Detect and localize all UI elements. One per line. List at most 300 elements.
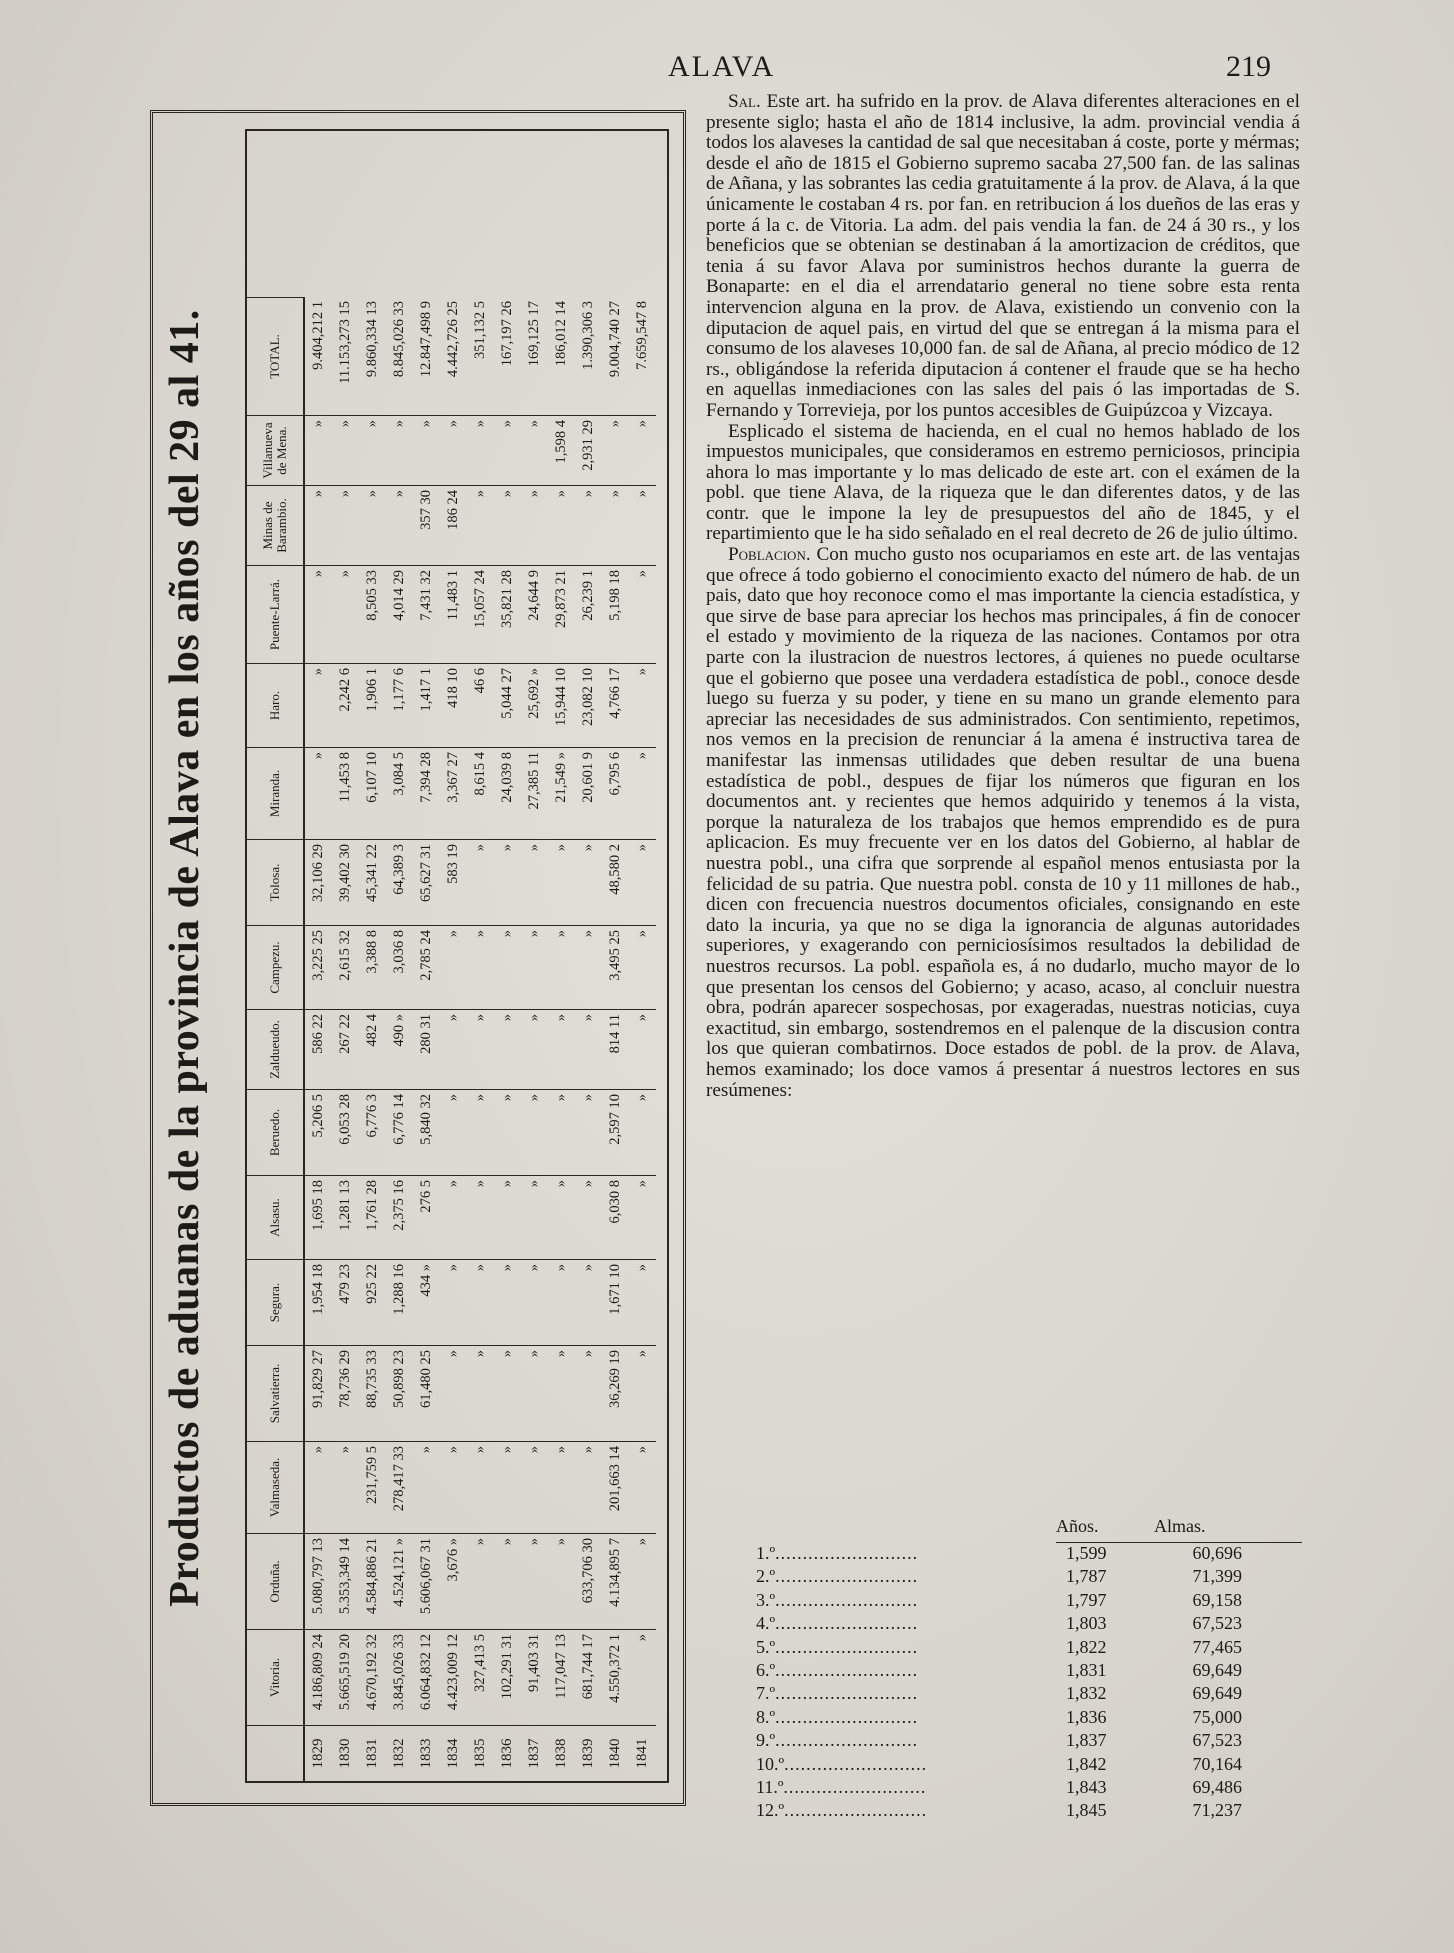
table-cell: 11,453 8 [332,747,359,839]
table-cell: 586 22 [305,1009,332,1089]
table-cell: 91,829 27 [305,1345,332,1441]
table-header-cell: TOTAL. [247,297,305,415]
table-cell: 25,692 » [521,663,548,747]
table-cell: » [494,1009,521,1089]
table-cell: 4.550,372 1 [602,1629,629,1725]
leader-dots: .......................... [775,1659,919,1680]
table-cell: 7,431 32 [413,565,440,663]
leader-dots: .......................... [783,1776,927,1797]
table-cell: 1,177 6 [386,663,413,747]
table-row-year: 1829 [305,1725,332,1781]
table-cell: 276 5 [413,1175,440,1259]
table-cell: 186,012 14 [553,301,569,367]
table-cell: » [467,1089,494,1175]
population-row [756,1613,1302,1636]
population-year: 1,822 [1066,1636,1107,1657]
table-cell: 2,375 16 [386,1175,413,1259]
table-cell: 5.080,797 13 [305,1533,332,1629]
table-cell: » [305,415,332,485]
table-cell: 4.524,121 » [386,1533,413,1629]
table-cell: » [413,1441,440,1533]
population-table-header [1056,1512,1302,1543]
table-cell: 5,198 18 [602,565,629,663]
population-souls: 75,000 [1192,1706,1242,1727]
population-year: 1,836 [1066,1706,1107,1727]
population-year: 1,797 [1066,1589,1107,1610]
table-cell: » [494,1345,521,1441]
population-ordinal-text: 6.º [756,1659,776,1680]
leader-dots: .......................... [784,1753,928,1774]
leader-dots: .......................... [775,1636,919,1657]
running-head [0,50,1454,90]
table-cell: 9.004,740 27 [607,301,623,378]
table-cell: » [521,839,548,925]
population-year: 1,837 [1066,1730,1107,1751]
population-row [756,1637,1302,1660]
table-cell: 6,795 6 [602,747,629,839]
table-cell: » [440,1345,467,1441]
table-cell: 12.847,498 9 [418,301,434,378]
population-ordinal-text: 1.º [756,1543,776,1563]
table-cell: 5.665,519 20 [332,1629,359,1725]
table-cell: 7,394 28 [413,747,440,839]
table-row-year: 1840 [602,1725,629,1781]
table-cell: » [521,1089,548,1175]
table-header-cell: Vitoria. [247,1629,305,1725]
table-cell: 1,417 1 [413,663,440,747]
leader-dots: .......................... [775,1706,919,1727]
table-header-cell: Segura. [247,1259,305,1345]
population-souls: 67,523 [1192,1613,1242,1634]
table-cell: » [629,415,656,485]
population-ordinal-text: 8.º [756,1706,776,1727]
table-cell: » [602,485,629,565]
sal-paragraph [706,92,1300,422]
table-cell: 4,014 29 [386,565,413,663]
table-cell: 9.860,334 13 [364,301,380,378]
population-row [756,1800,1302,1823]
table-header-cell: Campezu. [247,925,305,1009]
population-year: 1,843 [1066,1776,1107,1797]
population-year: 1,831 [1066,1659,1107,1680]
table-cell: » [629,1259,656,1345]
population-souls: 67,523 [1192,1730,1242,1751]
table-cell: » [548,1345,575,1441]
table-cell: 1,598 4 [548,415,575,485]
population-ordinal [756,1590,1056,1611]
poblacion-paragraph [706,545,1300,1101]
table-cell: 633,706 30 [575,1533,602,1629]
population-ordinal-text: 12.º [756,1800,785,1821]
leader-dots: .......................... [775,1613,919,1634]
table-header-cell [247,1725,305,1781]
table-cell: 24,039 8 [494,747,521,839]
population-ordinal [756,1800,1056,1821]
table-cell: 3,676 » [440,1533,467,1629]
population-ordinal-text: 2.º [756,1566,776,1587]
table-cell: » [467,1441,494,1533]
leader-dots: .......................... [775,1730,919,1751]
table-cell: 3,367 27 [440,747,467,839]
table-cell: 65,627 31 [413,839,440,925]
table-cell: 4.442,726 25 [445,301,461,378]
population-table [756,1512,1302,1824]
table-cell: 23,082 10 [575,663,602,747]
population-row [756,1590,1302,1613]
table-header-cell: Alsasu. [247,1175,305,1259]
table-cell: 2,597 10 [602,1089,629,1175]
table-cell: » [494,1533,521,1629]
table-cell: 267 22 [332,1009,359,1089]
table-cell: 4.423,009 12 [440,1629,467,1725]
table-cell: » [467,1259,494,1345]
table-cell: 925 22 [359,1259,386,1345]
table-cell: 3,495 25 [602,925,629,1009]
table-cell: 418 10 [440,663,467,747]
table-cell: » [305,565,332,663]
leader-dots: .......................... [775,1543,919,1563]
table-cell: » [629,1629,656,1725]
population-ordinal [756,1660,1056,1681]
population-souls: 69,486 [1192,1776,1242,1797]
table-cell: 7.659,547 8 [634,301,650,370]
table-cell: » [629,663,656,747]
leader-dots: .......................... [775,1683,919,1704]
table-cell: 167,197 26 [499,301,515,367]
table-cell: » [467,925,494,1009]
table-cell: » [521,1175,548,1259]
table-title: Productos de aduanas de la provincia de Alava en los años del 29 al 41. [162,309,208,1607]
table-cell: 8,505 33 [359,565,386,663]
table-cell: 5.353,349 14 [332,1533,359,1629]
table-cell: 8,615 4 [467,747,494,839]
table-cell: 2,242 6 [332,663,359,747]
population-ordinal [756,1707,1056,1728]
population-row [756,1683,1302,1706]
sal-text: Este art. ha sufrido en la prov. de Alava diferentes alteraciones en el presente siglo; hasta el año de 1814 inclusive, la adm. provincial vendia á todos los alaveses la cantidad de sal que necesitaban á coste, porte y mérmas; desde el año de 1815 el Gobierno supremo sacaba 27,500 fan. de las salinas de Añana, y las sobrantes las cedia gratuitamente á la prov. de Alava, á la que únicamente le costaban 4 rs. por fan. en retribucion á los dueños de las eras y porte á la c. de Vitoria. La adm. del pais vendia la fan. de 24 á 30 rs., y los beneficios que se obtenian se destinaban á la amortizacion de créditos, que tenia á su favor Alava por suministros hechos durante la guerra de Bonaparte: en el dia el arrendatario general no tiene sobre esta renta intervencion alguna en la prov. de Alava, existiendo un convenio con la diputacion de aquel pais, en virtud del que se entregan á la misma para el consumo de los alaveses 10,000 fan. de sal de Añana, al precio módico de 12 rs., obligándose la referida diputacion á contener el fraude que se ha hecho en aquellas inmediaciones con las sales del pais ó las importadas de S. Fernando y Torrevieja, por los puntos accesibles de Guipúzcoa y Vizcaya. [706,91,1300,421]
table-cell: 1,671 10 [602,1259,629,1345]
table-cell: » [305,663,332,747]
table-cell: » [575,1009,602,1089]
table-cell: 3,388 8 [359,925,386,1009]
table-cell: 4.186,809 24 [305,1629,332,1725]
population-ordinal [756,1730,1056,1751]
table-cell: 117,047 13 [548,1629,575,1725]
table-cell: » [521,1345,548,1441]
population-souls: 69,158 [1192,1589,1242,1610]
table-cell: » [629,1345,656,1441]
table-cell: » [467,839,494,925]
table-cell: 32,106 29 [305,839,332,925]
table-cell: 1,906 1 [359,663,386,747]
population-year: 1,842 [1066,1753,1107,1774]
table-cell: 327,413 5 [467,1629,494,1725]
table-cell: » [467,1533,494,1629]
table-cell: » [575,839,602,925]
table-header-cell: Salvatierra. [247,1345,305,1441]
table-cell: » [332,485,359,565]
table-cell: 1,288 16 [386,1259,413,1345]
population-souls: 70,164 [1192,1753,1242,1774]
table-cell: » [548,1175,575,1259]
table-cell: 1,695 18 [305,1175,332,1259]
table-cell: 583 19 [440,839,467,925]
population-ordinal-text: 5.º [756,1636,776,1657]
table-cell: » [440,1175,467,1259]
table-cell: 278,417 33 [386,1441,413,1533]
table-cell: » [467,1345,494,1441]
population-row [756,1754,1302,1777]
table-header-cell: Haro. [247,663,305,747]
customs-table-rotated [153,113,683,1803]
table-cell: » [494,415,521,485]
table-row-year: 1831 [359,1725,386,1781]
table-cell: » [575,1345,602,1441]
table-cell: 490 » [386,1009,413,1089]
table-row-year: 1836 [494,1725,521,1781]
table-header-cell: Valmaseda. [247,1441,305,1533]
table-cell: » [494,1175,521,1259]
table-cell: » [521,1009,548,1089]
table-cell: » [575,925,602,1009]
population-ordinal-text: 11.º [756,1776,784,1797]
table-cell: 1,281 13 [332,1175,359,1259]
table-cell: 1,761 28 [359,1175,386,1259]
table-row-year: 1834 [440,1725,467,1781]
table-cell: 6,776 3 [359,1089,386,1175]
table-cell: » [548,925,575,1009]
table-header-cell: Orduña. [247,1533,305,1629]
table-cell: » [629,1441,656,1533]
population-ordinal-text: 3.º [756,1589,776,1610]
table-cell: » [629,1009,656,1089]
population-ordinal [756,1683,1056,1704]
table-cell: » [467,1009,494,1089]
population-ordinal [756,1613,1056,1634]
text-column [706,92,1300,1101]
table-header-cell: Minas de Barambio. [247,485,305,565]
table-cell: 5.606,067 31 [413,1533,440,1629]
population-year: 1,832 [1066,1683,1107,1704]
table-cell: 5,044 27 [494,663,521,747]
table-cell: » [440,1441,467,1533]
table-cell: » [548,485,575,565]
table-cell: 3,225 25 [305,925,332,1009]
population-year: 1,787 [1066,1566,1107,1587]
table-cell: 64,389 3 [386,839,413,925]
table-cell: » [521,1441,548,1533]
population-ordinal [756,1777,1056,1798]
population-souls: 69,649 [1192,1659,1242,1680]
table-cell: » [305,747,332,839]
table-cell: 6,053 28 [332,1089,359,1175]
table-cell: » [521,925,548,1009]
table-cell: 78,736 29 [332,1345,359,1441]
table-header-cell: Beruedo. [247,1089,305,1175]
table-cell: 681,744 17 [575,1629,602,1725]
table-cell: » [575,1089,602,1175]
table-cell: » [629,1089,656,1175]
table-cell: » [332,415,359,485]
table-cell: 4.670,192 32 [359,1629,386,1725]
table-cell: 814 11 [602,1009,629,1089]
table-cell: » [521,485,548,565]
table-cell: » [359,485,386,565]
table-cell: 4.584,886 21 [359,1533,386,1629]
population-row [756,1777,1302,1800]
table-row-year: 1839 [575,1725,602,1781]
table-cell: 6,776 14 [386,1089,413,1175]
table-cell: 8.845,026 33 [391,301,407,378]
table-cell: 6,030 8 [602,1175,629,1259]
table-cell: » [467,1175,494,1259]
population-ordinal [756,1566,1056,1587]
table-row-year: 1832 [386,1725,413,1781]
table-row-year: 1835 [467,1725,494,1781]
table-row-year: 1830 [332,1725,359,1781]
table-cell: 50,898 23 [386,1345,413,1441]
population-ordinal [756,1543,1056,1564]
table-cell: » [494,839,521,925]
table-cell: » [602,415,629,485]
table-cell: » [548,1441,575,1533]
table-cell: 102,291 31 [494,1629,521,1725]
poblacion-label: Poblacion. [728,544,811,566]
table-cell: 20,601 9 [575,747,602,839]
table-cell: 88,735 33 [359,1345,386,1441]
table-cell: » [386,485,413,565]
sal-label: Sal. [728,91,761,112]
table-cell: » [548,1533,575,1629]
table-cell: 21,549 » [548,747,575,839]
table-cell: » [305,1441,332,1533]
table-cell: 2,785 24 [413,925,440,1009]
population-row [756,1543,1302,1566]
table-header-cell: Villanueva de Mena. [247,415,305,485]
table-cell: » [548,1009,575,1089]
table-cell: » [494,1441,521,1533]
running-head-title: ALAVA [668,50,776,83]
table-cell: » [629,1533,656,1629]
table-cell: » [494,1259,521,1345]
table-header-cell: Puente-Larrá. [247,565,305,663]
population-ordinal-text: 9.º [756,1730,776,1751]
population-ordinal-text: 10.º [756,1753,785,1774]
table-cell: 231,759 5 [359,1441,386,1533]
table-cell: » [521,1259,548,1345]
table-cell: » [332,1441,359,1533]
customs-table [245,129,669,1783]
table-cell: 4.134,895 7 [602,1533,629,1629]
table-cell: 29,873 21 [548,565,575,663]
table-cell: 6,107 10 [359,747,386,839]
population-ordinal [756,1754,1056,1775]
table-row-year: 1841 [629,1725,656,1781]
population-souls: 71,399 [1192,1566,1242,1587]
table-cell: 15,944 10 [548,663,575,747]
leader-dots: .......................... [775,1566,919,1587]
table-cell: » [332,565,359,663]
population-row [756,1566,1302,1589]
table-cell: 61,480 25 [413,1345,440,1441]
customs-table-block [150,110,686,1806]
table-cell: 6.064,832 12 [413,1629,440,1725]
col-years: Años. [1056,1516,1099,1536]
table-cell: » [494,1089,521,1175]
table-cell: » [548,1089,575,1175]
table-cell: » [629,565,656,663]
population-souls: 60,696 [1192,1543,1242,1563]
population-rows [756,1543,1302,1824]
table-cell: 45,341 22 [359,839,386,925]
table-cell: 5,840 32 [413,1089,440,1175]
table-cell: » [494,925,521,1009]
table-cell: 48,580 2 [602,839,629,925]
table-cell: 27,385 11 [521,747,548,839]
table-cell: 24,644 9 [521,565,548,663]
table-cell: 434 » [413,1259,440,1345]
population-ordinal [756,1637,1056,1658]
table-cell: 169,125 17 [526,301,542,367]
table-cell: » [494,485,521,565]
table-cell: 4,766 17 [602,663,629,747]
population-souls: 69,649 [1192,1683,1242,1704]
table-cell: 479 23 [332,1259,359,1345]
table-cell: » [440,415,467,485]
poblacion-text: Con mucho gusto nos ocupariamos en este art. de las ventajas que ofrece á todo gobierno el conocimiento exacto del número de hab. de un pais, dato que hoy reconoce como el mas importante la ciencia estadística, y que sirve de base para apreciar los hechos mas principales, á fin de conocer el estado y movimiento de la riqueza de las naciones. Contamos por otra parte con la ilustracion de nuestros lectores, á quienes no puede ocultarse que el gobierno que posee una verdadera estadística de pobl., conoce desde luego su fuerza y su poder, y tiene en su mano un grande elemento para apreciar las necesidades de sus administrados. Con sentimiento, repetimos, nos vemos en la precision de renunciar á la amena é instructiva tarea de manifestar las inmensas utilidades que deben resultar de una buena estadística de pobl., despues de fijar los números que figuran en los documentos ant. y recientes que hemos adquirido y tenemos á la vista, porque la naturaleza de los trabajos que hemos emprendido es de pura aplicacion. Es muy frecuente ver en los datos del Gobierno, al hablar de nuestra pobl., una cifra que sorprende al español menos entusiasta por la felicidad de su patria. Que nuestra pobl. consta de 10 y 11 millones de hab., dicen con frecuencia nuestros documentos oficiales, consignando en este dato la incuria, ya que no se diga la ignorancia de algunas autoridades superiores, y exagerando con perniciosísimos resultados la debilidad de nuestros recursos. La pobl. española es, á no dudarlo, mucho mayor de lo que presentan los censos del Gobierno; y acaso, acaso, al concluir nuestra obra, podrán aparecer sospechosas, por exageradas, nuestras noticias, cuya exactitud, sin embargo, sostendremos en el palenque de la discusion contra los que quieran combatirnos. Doce estados de pobl. de la prov. de Alava, hemos examinado; los doce vamos á presentar á nuestros lectores en sus resúmenes: [706,544,1301,1101]
table-cell: » [386,415,413,485]
table-row-year: 1833 [413,1725,440,1781]
table-cell: 36,269 19 [602,1345,629,1441]
table-cell: 3,084 5 [386,747,413,839]
table-cell: » [575,1175,602,1259]
table-cell: 5,206 5 [305,1089,332,1175]
table-cell: » [305,485,332,565]
table-cell: 1.390,306 3 [580,301,596,370]
table-cell: » [629,747,656,839]
population-year: 1,599 [1066,1543,1107,1563]
table-cell: 35,821 28 [494,565,521,663]
table-cell: 357 30 [413,485,440,565]
page-number: 219 [1226,50,1271,83]
table-cell: » [629,485,656,565]
population-year: 1,803 [1066,1613,1107,1634]
leader-dots: .......................... [784,1800,928,1821]
table-cell: » [440,1089,467,1175]
table-header-cell: Zaldueudo. [247,1009,305,1089]
table-cell: » [440,1009,467,1089]
col-souls: Almas. [1154,1516,1206,1536]
table-cell: 39,402 30 [332,839,359,925]
table-cell: 201,663 14 [602,1441,629,1533]
table-cell: » [575,485,602,565]
table-cell: 186 24 [440,485,467,565]
table-cell: 46 6 [467,663,494,747]
table-row-year: 1837 [521,1725,548,1781]
leader-dots: .......................... [775,1589,919,1610]
table-cell: » [440,1259,467,1345]
table-cell: » [629,925,656,1009]
population-year: 1,845 [1066,1800,1107,1821]
table-cell: » [629,839,656,925]
table-cell: 2,615 32 [332,925,359,1009]
population-souls: 77,465 [1192,1636,1242,1657]
population-souls: 71,237 [1192,1800,1242,1821]
table-cell: » [548,839,575,925]
table-cell: 1,954 18 [305,1259,332,1345]
table-cell: » [521,1533,548,1629]
table-cell: » [629,1175,656,1259]
